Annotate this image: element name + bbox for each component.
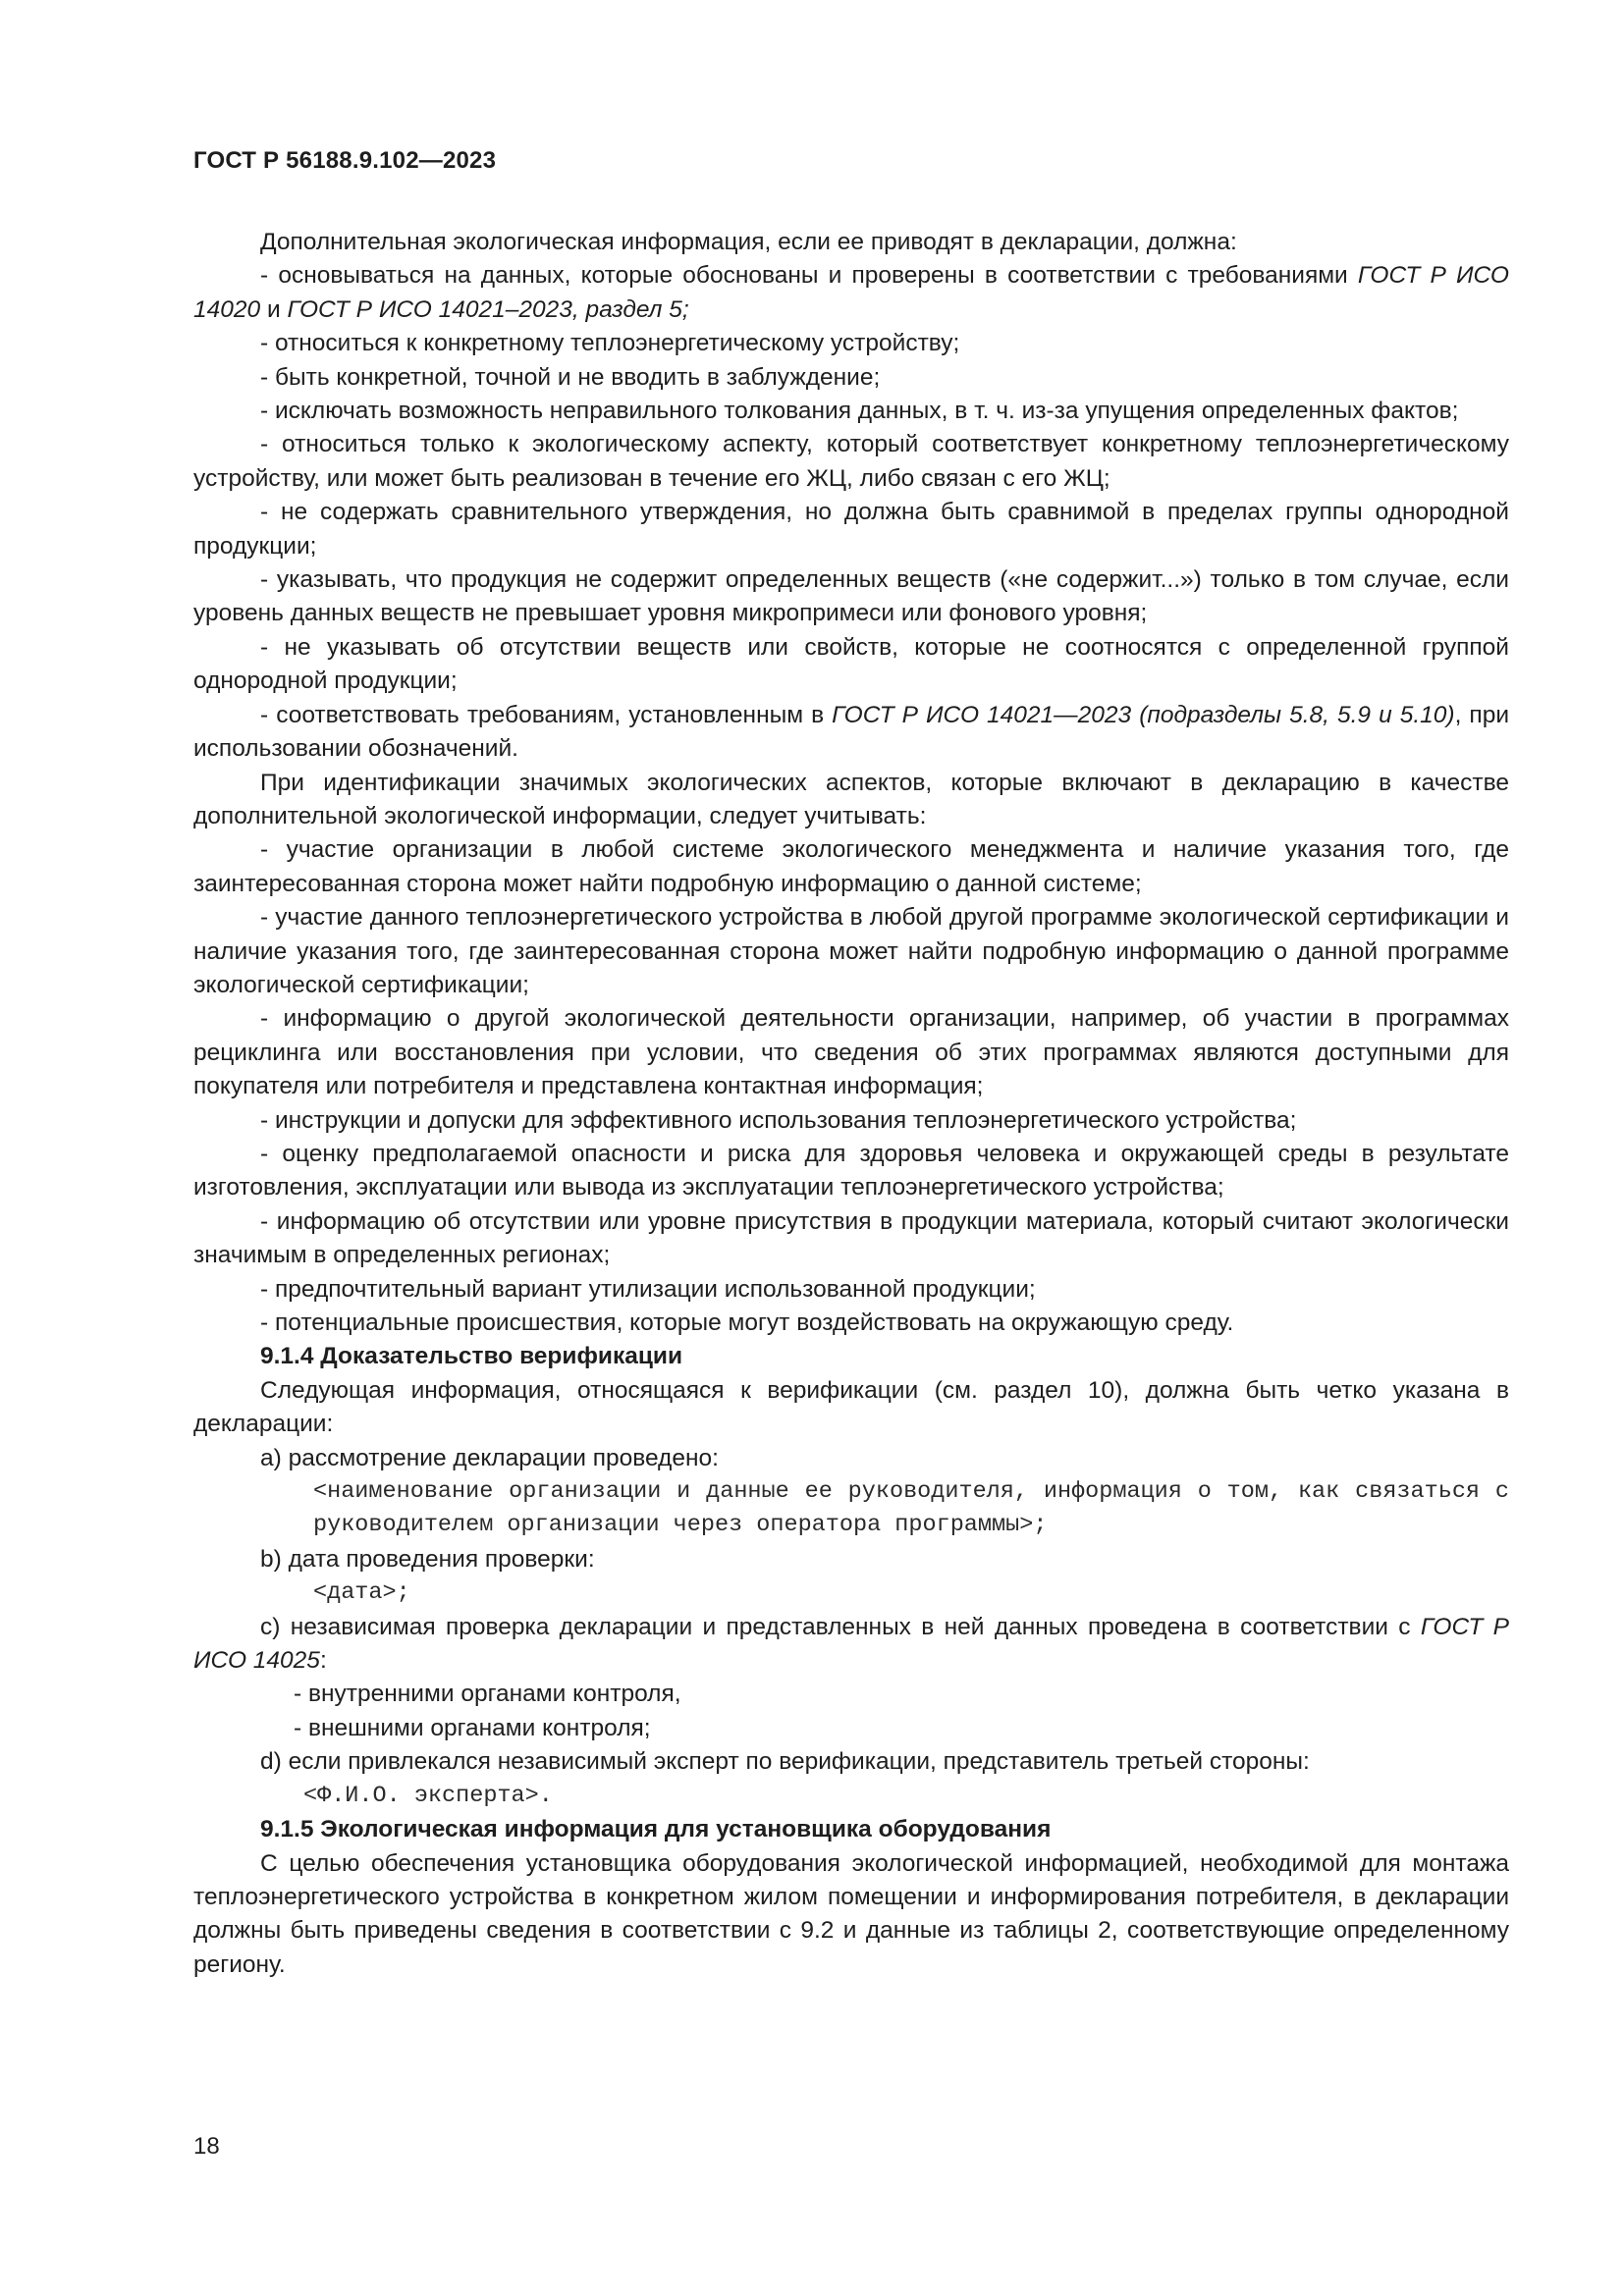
- template-placeholder: <наименование организации и данные ее руководителя, информация о том, как связаться с руководителем организации через оператора программы>;: [313, 1478, 1509, 1539]
- list-item: - информацию о другой экологической деятельности организации, например, об участии в программах рециклинга или восстановления при условии, что сведения об этих программах являются доступными для покупателя или потребителя и представлена контактная информация;: [193, 1005, 1509, 1100]
- list-item: - относиться к конкретному теплоэнергетическому устройству;: [260, 330, 960, 357]
- list-item: - соответствовать требованиям, установленным в ГОСТ Р ИСО 14021—2023 (подразделы 5.8, 5.9 и 5.10), при использовании обозначений.: [193, 701, 1509, 763]
- list-item: - оценку предполагаемой опасности и риска для здоровья человека и окружающей среды в результате изготовления, эксплуатации или вывода из эксплуатации теплоэнергетического устройства;: [193, 1140, 1509, 1201]
- list-item-c: c) независимая проверка декларации и представленных в ней данных проведена в соответствии с ГОСТ Р ИСО 14025:: [193, 1613, 1509, 1675]
- list-item: - исключать возможность неправильного толкования данных, в т. ч. из-за упущения определенных фактов;: [260, 398, 1459, 425]
- list-item: - не указывать об отсутствии веществ или свойств, которые не соотносятся с определенной группой однородной продукции;: [193, 633, 1509, 695]
- list-item: - инструкции и допуски для эффективного использования теплоэнергетического устройства;: [260, 1106, 1297, 1134]
- paragraph: С целью обеспечения установщика оборудования экологической информацией, необходимой для монтажа теплоэнергетического устройства в конкретном жилом помещении и информирования потребителя, в декларации должны быть приведены сведения в соответствии с 9.2 и данные из таблицы 2, соответствующие определенному региону.: [193, 1849, 1509, 1978]
- list-item-a: a) рассмотрение декларации проведено:: [260, 1444, 719, 1471]
- list-item: - предпочтительный вариант утилизации использованной продукции;: [260, 1275, 1036, 1303]
- list-item: - быть конкретной, точной и не вводить в заблуждение;: [260, 363, 881, 391]
- list-item: - участие данного теплоэнергетического устройства в любой другой программе экологической сертификации и наличие указания того, где заинтересованная сторона может найти подробную информацию о данной программе экологической сертификации;: [193, 904, 1509, 998]
- template-placeholder: <Ф.И.О. эксперта>.: [303, 1782, 553, 1809]
- section-heading-9-1-4: 9.1.4 Доказательство верификации: [260, 1343, 683, 1370]
- list-item: - указывать, что продукция не содержит определенных веществ («не содержит...») только в том случае, если уровень данных веществ не превышает уровня микропримеси или фонового уровня;: [193, 566, 1509, 627]
- document-code-header: ГОСТ Р 56188.9.102—2023: [193, 147, 497, 174]
- list-item: - внутренними органами контроля,: [294, 1681, 681, 1708]
- section-heading-9-1-5: 9.1.5 Экологическая информация для установщика оборудования: [260, 1816, 1052, 1843]
- list-item: - относиться только к экологическому аспекту, который соответствует конкретному теплоэнергетическому устройству, или может быть реализован в течение его ЖЦ, либо связан с его ЖЦ;: [193, 431, 1509, 492]
- paragraph: При идентификации значимых экологических аспектов, которые включают в декларацию в качестве дополнительной экологической информации, следует учитывать:: [193, 769, 1509, 829]
- list-item: - не содержать сравнительного утверждения, но должна быть сравнимой в пределах группы однородной продукции;: [193, 499, 1509, 560]
- list-item: - основываться на данных, которые обоснованы и проверены в соответствии с требованиями ГОСТ Р ИСО 14020 и ГОСТ Р ИСО 14021–2023, раздел 5;: [193, 262, 1509, 323]
- template-placeholder: <дата>;: [313, 1579, 410, 1607]
- list-item: - участие организации в любой системе экологического менеджмента и наличие указания того, где заинтересованная сторона может найти подробную информацию о данной системе;: [193, 836, 1509, 897]
- list-item: - информацию об отсутствии или уровне присутствия в продукции материала, который считают экологически значимым в определенных регионах;: [193, 1207, 1509, 1269]
- paragraph: Следующая информация, относящаяся к верификации (см. раздел 10), должна быть четко указана в декларации:: [193, 1376, 1509, 1438]
- list-item-b: b) дата проведения проверки:: [260, 1545, 595, 1573]
- list-item-d: d) если привлекался независимый эксперт по верификации, представитель третьей стороны:: [260, 1748, 1310, 1776]
- page-body: [193, 226, 1509, 1982]
- list-item: - внешними органами контроля;: [294, 1714, 651, 1741]
- paragraph: Дополнительная экологическая информация, если ее приводят в декларации, должна:: [260, 229, 1237, 255]
- list-item: - потенциальные происшествия, которые могут воздействовать на окружающую среду.: [260, 1309, 1234, 1336]
- page-number: 18: [193, 2133, 220, 2160]
